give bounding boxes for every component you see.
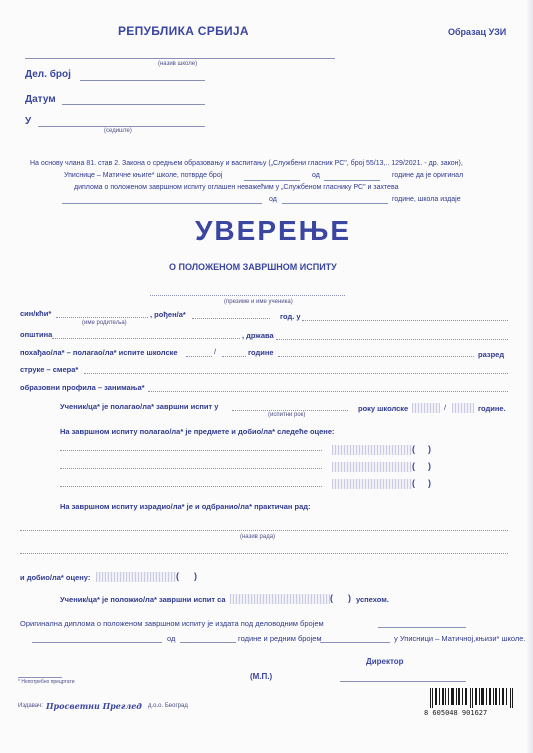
paren-open: (	[412, 478, 415, 488]
original-line-2b: године и редним бројем	[238, 634, 322, 643]
opstina-label: општина	[20, 330, 53, 339]
birth-date-line[interactable]	[192, 318, 270, 319]
struke-label: струке – смера*	[20, 365, 79, 374]
godine2-label: године.	[478, 404, 506, 413]
paren-open: (	[330, 593, 333, 603]
intro-line-2b: од	[312, 172, 320, 179]
redni-broj-line[interactable]	[320, 642, 390, 643]
paren-close: )	[428, 461, 431, 471]
student-name-caption: (презиме и име ученика)	[224, 299, 293, 305]
original-line-2c: у Уписници – Матичној,књизи* школе.	[394, 634, 526, 643]
struke-line[interactable]	[84, 373, 508, 374]
razred-line[interactable]	[278, 356, 474, 357]
zahtev-date-line[interactable]	[282, 203, 388, 204]
pohadjao-label: похађао/ла* – полагао/ла* испите школске	[20, 348, 178, 357]
intro-line-1: На основу члана 81. став 2. Закона о средњем образовању и васпитању („Службени гласник РС", број 55/13,.. 129/2021. - др. закон),	[30, 160, 463, 167]
intro-line-2a: Уписнице – Матичне књиге* школе, потврде број	[64, 172, 223, 179]
paren-close: )	[428, 478, 431, 488]
certificate-title: УВЕРЕЊЕ	[195, 215, 352, 246]
certificate-subtitle: О ПОЛОЖЕНОМ ЗАВРШНОМ ИСПИТУ	[169, 262, 337, 272]
school-year-from-line[interactable]	[186, 356, 212, 357]
paren-open: (	[412, 444, 415, 454]
sediste-line[interactable]	[38, 126, 205, 127]
page-edge	[527, 0, 533, 753]
obrazovni-label: образовни профила – занимања*	[20, 383, 145, 392]
footnote-divider	[18, 677, 62, 678]
form-label: Образац УЗИ	[448, 27, 507, 37]
obrazovni-line[interactable]	[148, 391, 508, 392]
subject-1-line[interactable]	[60, 450, 322, 451]
student-name-line[interactable]	[150, 295, 345, 296]
paren-close: )	[348, 593, 351, 603]
school-caption: (назив школе)	[158, 61, 198, 67]
prakticni-label: На завршном испиту израдио/ла* је и одбранио/ла* практичан рад:	[60, 502, 311, 511]
prakticni-grade-field[interactable]	[96, 572, 176, 582]
publisher-logo: Просветни Преглед	[46, 701, 142, 711]
rodjen-label: , рођен/а*	[150, 310, 186, 319]
delovodni-broj-line[interactable]	[378, 627, 466, 628]
original-date-line[interactable]	[180, 642, 236, 643]
grade-2-field[interactable]	[332, 462, 412, 472]
del-broj-line[interactable]	[80, 80, 205, 81]
grade-1-field[interactable]	[332, 445, 412, 455]
rok-year-from-field[interactable]	[412, 403, 440, 413]
footnote: * Непотребно прецртати	[18, 679, 75, 685]
intro-line-3: диплома о положеном завршном испиту оглашен неважећим у „Службеном гласнику РС" и захтева	[74, 184, 399, 191]
original-line-1: Оригинална диплома о положеном завршном испиту је издата под деловодним бројем	[20, 619, 324, 628]
birth-place-line[interactable]	[302, 320, 508, 321]
ispitni-rok-caption: (испитни рок)	[268, 412, 306, 418]
uspeh-field[interactable]	[230, 594, 330, 604]
intro-line-4b: године, школа издаје	[392, 196, 461, 203]
grade-3-field[interactable]	[332, 479, 412, 489]
del-broj-label: Дел. број	[25, 69, 71, 80]
school-name-line[interactable]	[25, 58, 335, 59]
opstina-line[interactable]	[52, 338, 240, 339]
drzava-line[interactable]	[276, 339, 508, 340]
potvrda-broj-line[interactable]	[244, 180, 300, 181]
subject-2-line[interactable]	[60, 468, 322, 469]
potvrda-date-line[interactable]	[324, 180, 380, 181]
parent-name-line[interactable]	[56, 317, 148, 318]
ispitni-rok-line[interactable]	[232, 410, 348, 411]
datum-line[interactable]	[62, 104, 205, 105]
publisher-tail: д.о.о. Београд	[148, 703, 188, 709]
godine-label: године	[248, 348, 274, 357]
intro-line-4a: од	[269, 196, 277, 203]
rok-year-to-field[interactable]	[452, 403, 474, 413]
intro-line-2c: године да је оригинал	[392, 172, 464, 179]
zahtev-line[interactable]	[62, 203, 262, 204]
prakticni-rad-line-2[interactable]	[20, 553, 508, 554]
direktor-label: Директор	[366, 657, 404, 666]
paren-open: (	[176, 571, 179, 581]
naziv-rada-caption: (назив рада)	[240, 534, 276, 540]
ucenik-polagao-label: Ученик/ца* је полагао/ла* завршни испит у	[60, 402, 219, 411]
parent-caption: (име родитеља)	[82, 320, 127, 326]
sediste-caption: (седиште)	[104, 128, 132, 134]
god-u-label: год. у	[280, 312, 301, 321]
polozio-label: Ученик/ца* је положио/ла* завршни испит са	[60, 595, 226, 604]
izdavac-label: Издавач:	[18, 703, 43, 709]
barcode	[430, 688, 514, 708]
direktor-signature-line[interactable]	[340, 681, 466, 682]
barcode-digits: 8 605048 901627	[424, 709, 488, 717]
paren-close: )	[194, 571, 197, 581]
predmeti-label: На завршном испиту полагао/ла* је предмете и добио/ла* следеће оцене:	[60, 427, 335, 436]
sin-kci-label: син/кћи*	[20, 309, 52, 318]
drzava-label: , држава	[242, 331, 274, 340]
uspehom-label: успехом.	[356, 595, 389, 604]
mp-label: (М.П.)	[250, 672, 273, 681]
u-label: У	[25, 116, 32, 127]
subject-3-line[interactable]	[60, 486, 322, 487]
original-issue-line[interactable]	[32, 642, 162, 643]
datum-label: Датум	[25, 94, 56, 105]
ocenu-label: и добио/ла* оцену:	[20, 573, 91, 582]
prakticni-rad-line[interactable]	[20, 530, 508, 531]
republic-heading: РЕПУБЛИКА СРБИЈА	[118, 24, 249, 38]
razred-label: разред	[478, 350, 505, 359]
roku-skolske-label: року школске	[358, 404, 409, 413]
school-year-to-line[interactable]	[222, 356, 246, 357]
original-line-2a: од	[167, 634, 176, 643]
paren-close: )	[428, 444, 431, 454]
paren-open: (	[412, 461, 415, 471]
